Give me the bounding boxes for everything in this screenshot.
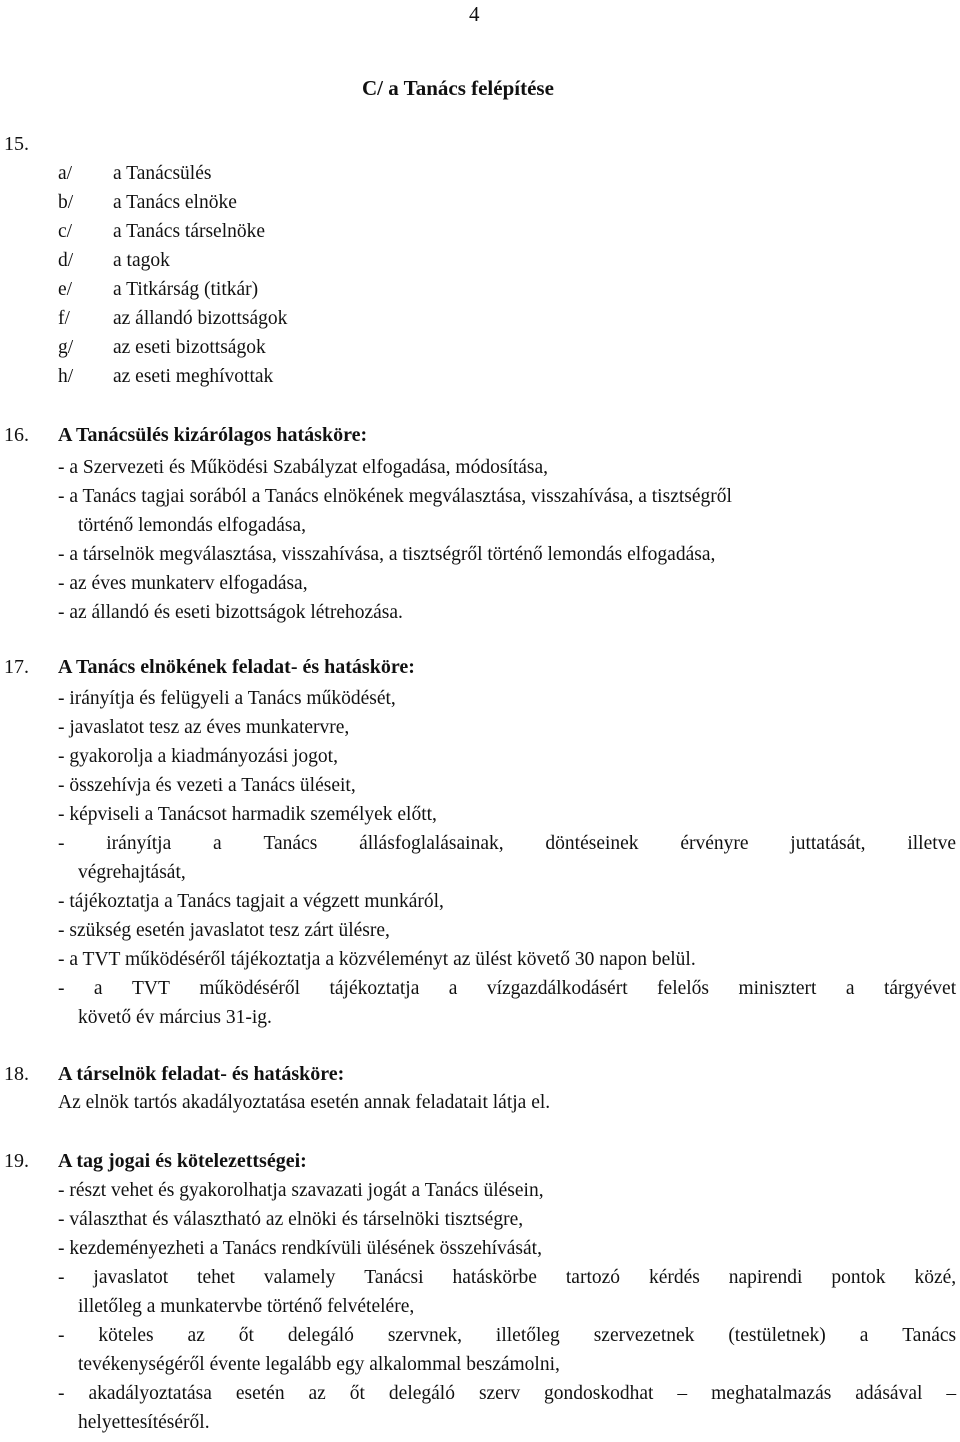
section-18-number: 18. [4, 1063, 29, 1085]
page-number: 4 [469, 2, 480, 26]
list-item: - kezdeményezheti a Tanács rendkívüli ülésének összehívását, [58, 1238, 542, 1259]
section-19-heading: A tag jogai és kötelezettségei: [58, 1150, 307, 1172]
section-16-number: 16. [4, 424, 29, 446]
list-item-label: h/ [58, 366, 74, 387]
list-item-continuation: helyettesítéséről. [78, 1412, 210, 1433]
list-item: a Tanácsülés [113, 163, 212, 184]
list-item: - a társelnök megválasztása, visszahívása, a tisztségről történő lemondás elfogadása, [58, 544, 716, 565]
section-19-number: 19. [4, 1150, 29, 1172]
list-item: - a Tanács tagjai sorából a Tanács elnökének megválasztása, visszahívása, a tisztségről [58, 486, 732, 507]
list-item: - az állandó és eseti bizottságok létrehozása. [58, 602, 403, 623]
list-item: - a Szervezeti és Működési Szabályzat elfogadása, módosítása, [58, 457, 549, 478]
list-item: - tájékoztatja a Tanács tagjait a végzett munkáról, [58, 891, 444, 912]
list-item-justified: - köteles az őt delegáló szervnek, illetőleg szervezetnek (testületnek) a Tanács [58, 1325, 957, 1346]
list-item-justified: - a TVT működéséről tájékoztatja a vízgazdálkodásért felelős minisztert a tárgyévet [58, 978, 957, 999]
list-item-label: f/ [58, 308, 70, 329]
section-15-number: 15. [4, 133, 29, 155]
list-item: - képviseli a Tanácsot harmadik személyek előtt, [58, 804, 437, 825]
list-item: - az éves munkaterv elfogadása, [58, 573, 308, 594]
paragraph: Az elnök tartós akadályoztatása esetén annak feladatait látja el. [58, 1092, 551, 1113]
list-item-label: b/ [58, 192, 74, 213]
list-item-continuation: történő lemondás elfogadása, [78, 515, 306, 536]
list-item-continuation: illetőleg a munkatervbe történő felvételére, [78, 1296, 415, 1317]
list-item: - összehívja és vezeti a Tanács üléseit, [58, 775, 356, 796]
list-item-justified: - irányítja a Tanács állásfoglalásainak, döntéseinek érvényre juttatását, illetve [58, 833, 957, 854]
list-item: az eseti bizottságok [113, 337, 266, 358]
section-17-heading: A Tanács elnökének feladat- és hatásköre: [58, 656, 415, 678]
list-item: - részt vehet és gyakorolhatja szavazati jogát a Tanács ülésein, [58, 1180, 544, 1201]
list-item: az eseti meghívottak [113, 366, 274, 387]
list-item: a tagok [113, 250, 170, 271]
list-item-label: d/ [58, 250, 74, 271]
list-item: - választhat és választható az elnöki és társelnöki tisztségre, [58, 1209, 524, 1230]
section-16-heading: A Tanácsülés kizárólagos hatásköre: [58, 424, 368, 446]
list-item-label: g/ [58, 337, 74, 358]
list-item: - gyakorolja a kiadmányozási jogot, [58, 746, 338, 767]
list-item: a Tanács elnöke [113, 192, 237, 213]
list-item: - a TVT működéséről tájékoztatja a közvéleményt az ülést követő 30 napon belül. [58, 949, 696, 970]
list-item: - javaslatot tesz az éves munkatervre, [58, 717, 350, 738]
list-item-label: e/ [58, 279, 73, 300]
section-18-heading: A társelnök feladat- és hatásköre: [58, 1063, 345, 1085]
page-title: C/ a Tanács felépítése [362, 76, 554, 100]
list-item-label: a/ [58, 163, 73, 184]
list-item: a Tanács társelnöke [113, 221, 266, 242]
section-17-number: 17. [4, 656, 29, 678]
list-item-continuation: végrehajtását, [78, 862, 186, 883]
list-item: - szükség esetén javaslatot tesz zárt ülésre, [58, 920, 390, 941]
list-item-continuation: követő év március 31-ig. [78, 1007, 272, 1028]
list-item: - irányítja és felügyeli a Tanács működését, [58, 688, 396, 709]
list-item-justified: - javaslatot tehet valamely Tanácsi hatáskörbe tartozó kérdés napirendi pontok közé, [58, 1267, 957, 1288]
list-item: a Titkárság (titkár) [113, 279, 259, 300]
list-item-label: c/ [58, 221, 73, 242]
list-item-continuation: tevékenységéről évente legalább egy alkalommal beszámolni, [78, 1354, 560, 1375]
list-item-justified: - akadályoztatása esetén az őt delegáló szerv gondoskodhat – meghatalmazás adásával – [58, 1383, 957, 1404]
list-item: az állandó bizottságok [113, 308, 288, 329]
